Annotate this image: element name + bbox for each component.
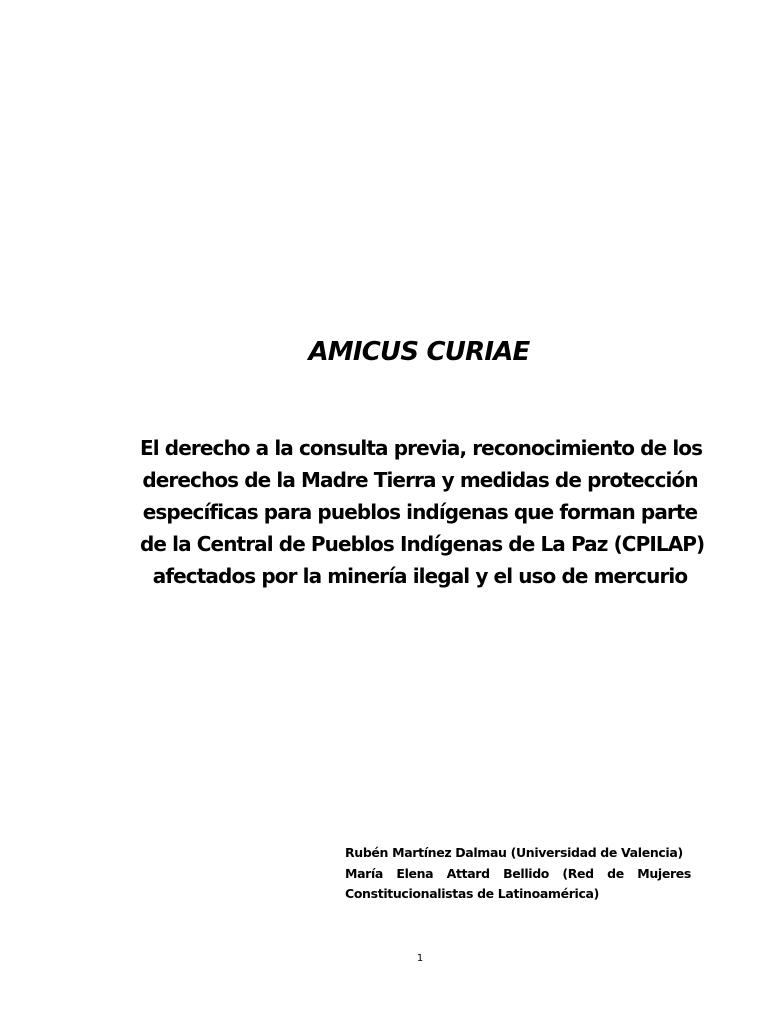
author-line: Rubén Martínez Dalmau (Universidad de Valencia) xyxy=(345,845,683,860)
document-subtitle xyxy=(140,432,705,592)
page-title: AMICUS CURIAE xyxy=(308,337,530,367)
subtitle-line: específicas para pueblos indígenas que forman parte xyxy=(142,500,698,524)
subtitle-line: derechos de la Madre Tierra y medidas de protección xyxy=(142,468,698,492)
subtitle-line: El derecho a la consulta previa, reconocimiento de los xyxy=(140,436,703,460)
author-line: Constitucionalistas de Latinoamérica) xyxy=(345,886,599,901)
page-number: 1 xyxy=(416,953,424,964)
subtitle-line: de la Central de Pueblos Indígenas de La Paz (CPILAP) xyxy=(140,532,705,556)
author-block xyxy=(345,843,691,905)
subtitle-line: afectados por la minería ilegal y el uso de mercurio xyxy=(152,564,688,588)
author-line: María Elena Attard Bellido (Red de Mujeres xyxy=(345,865,691,881)
